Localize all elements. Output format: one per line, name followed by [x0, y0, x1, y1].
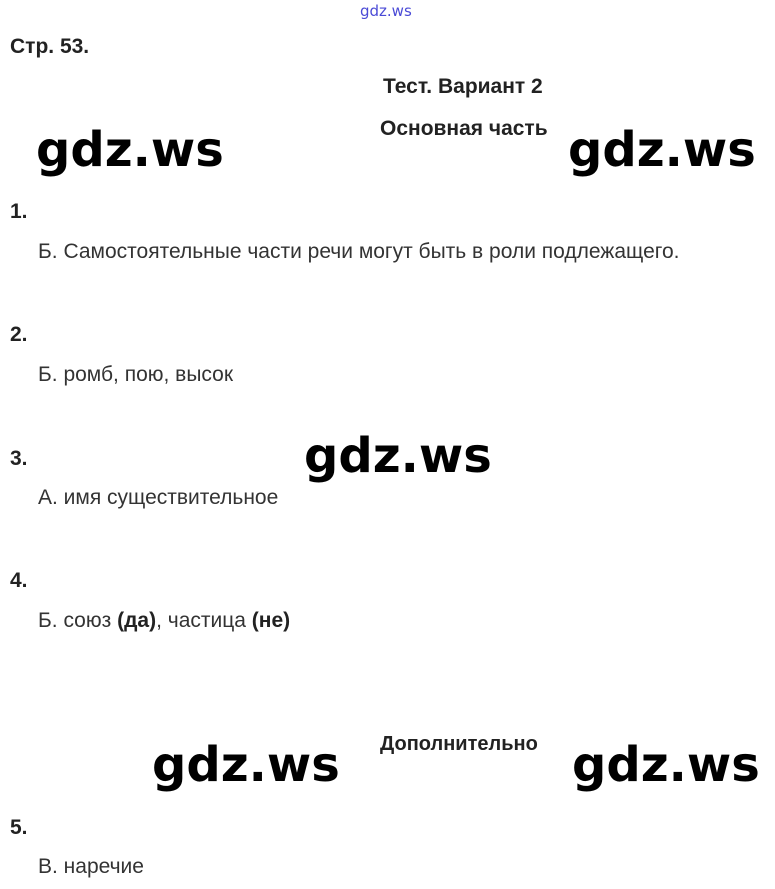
- question-number-3: 3.: [10, 447, 28, 470]
- answer-1: Б. Самостоятельные части речи могут быть в роли подлежащего.: [38, 240, 680, 263]
- answer-2: Б. ромб, пою, высок: [38, 363, 234, 386]
- watermark: gdz.ws: [568, 122, 756, 178]
- question-number-2: 2.: [10, 323, 28, 346]
- section-heading-main: Основная часть: [380, 117, 548, 140]
- answer-4-bold-conjunction: (да): [117, 609, 157, 632]
- question-number-1: 1.: [10, 200, 28, 223]
- watermark: gdz.ws: [572, 737, 760, 793]
- page-title: Стр. 53.: [10, 35, 90, 58]
- watermark: gdz.ws: [304, 428, 492, 484]
- answer-4-middle: , частица: [156, 609, 252, 632]
- watermark: gdz.ws: [152, 737, 340, 793]
- answer-4-bold-particle: (не): [251, 609, 291, 632]
- answer-5: В. наречие: [38, 855, 144, 878]
- watermark: gdz.ws: [36, 122, 224, 178]
- answer-4: [38, 609, 290, 633]
- section-heading-extra: Дополнительно: [380, 733, 538, 755]
- top-watermark-text: gdz.ws: [360, 2, 412, 20]
- answer-4-prefix: Б. союз: [38, 609, 118, 632]
- test-title: Тест. Вариант 2: [383, 75, 543, 98]
- question-number-5: 5.: [10, 816, 28, 839]
- question-number-4: 4.: [10, 569, 28, 592]
- answer-3: А. имя существительное: [38, 486, 279, 509]
